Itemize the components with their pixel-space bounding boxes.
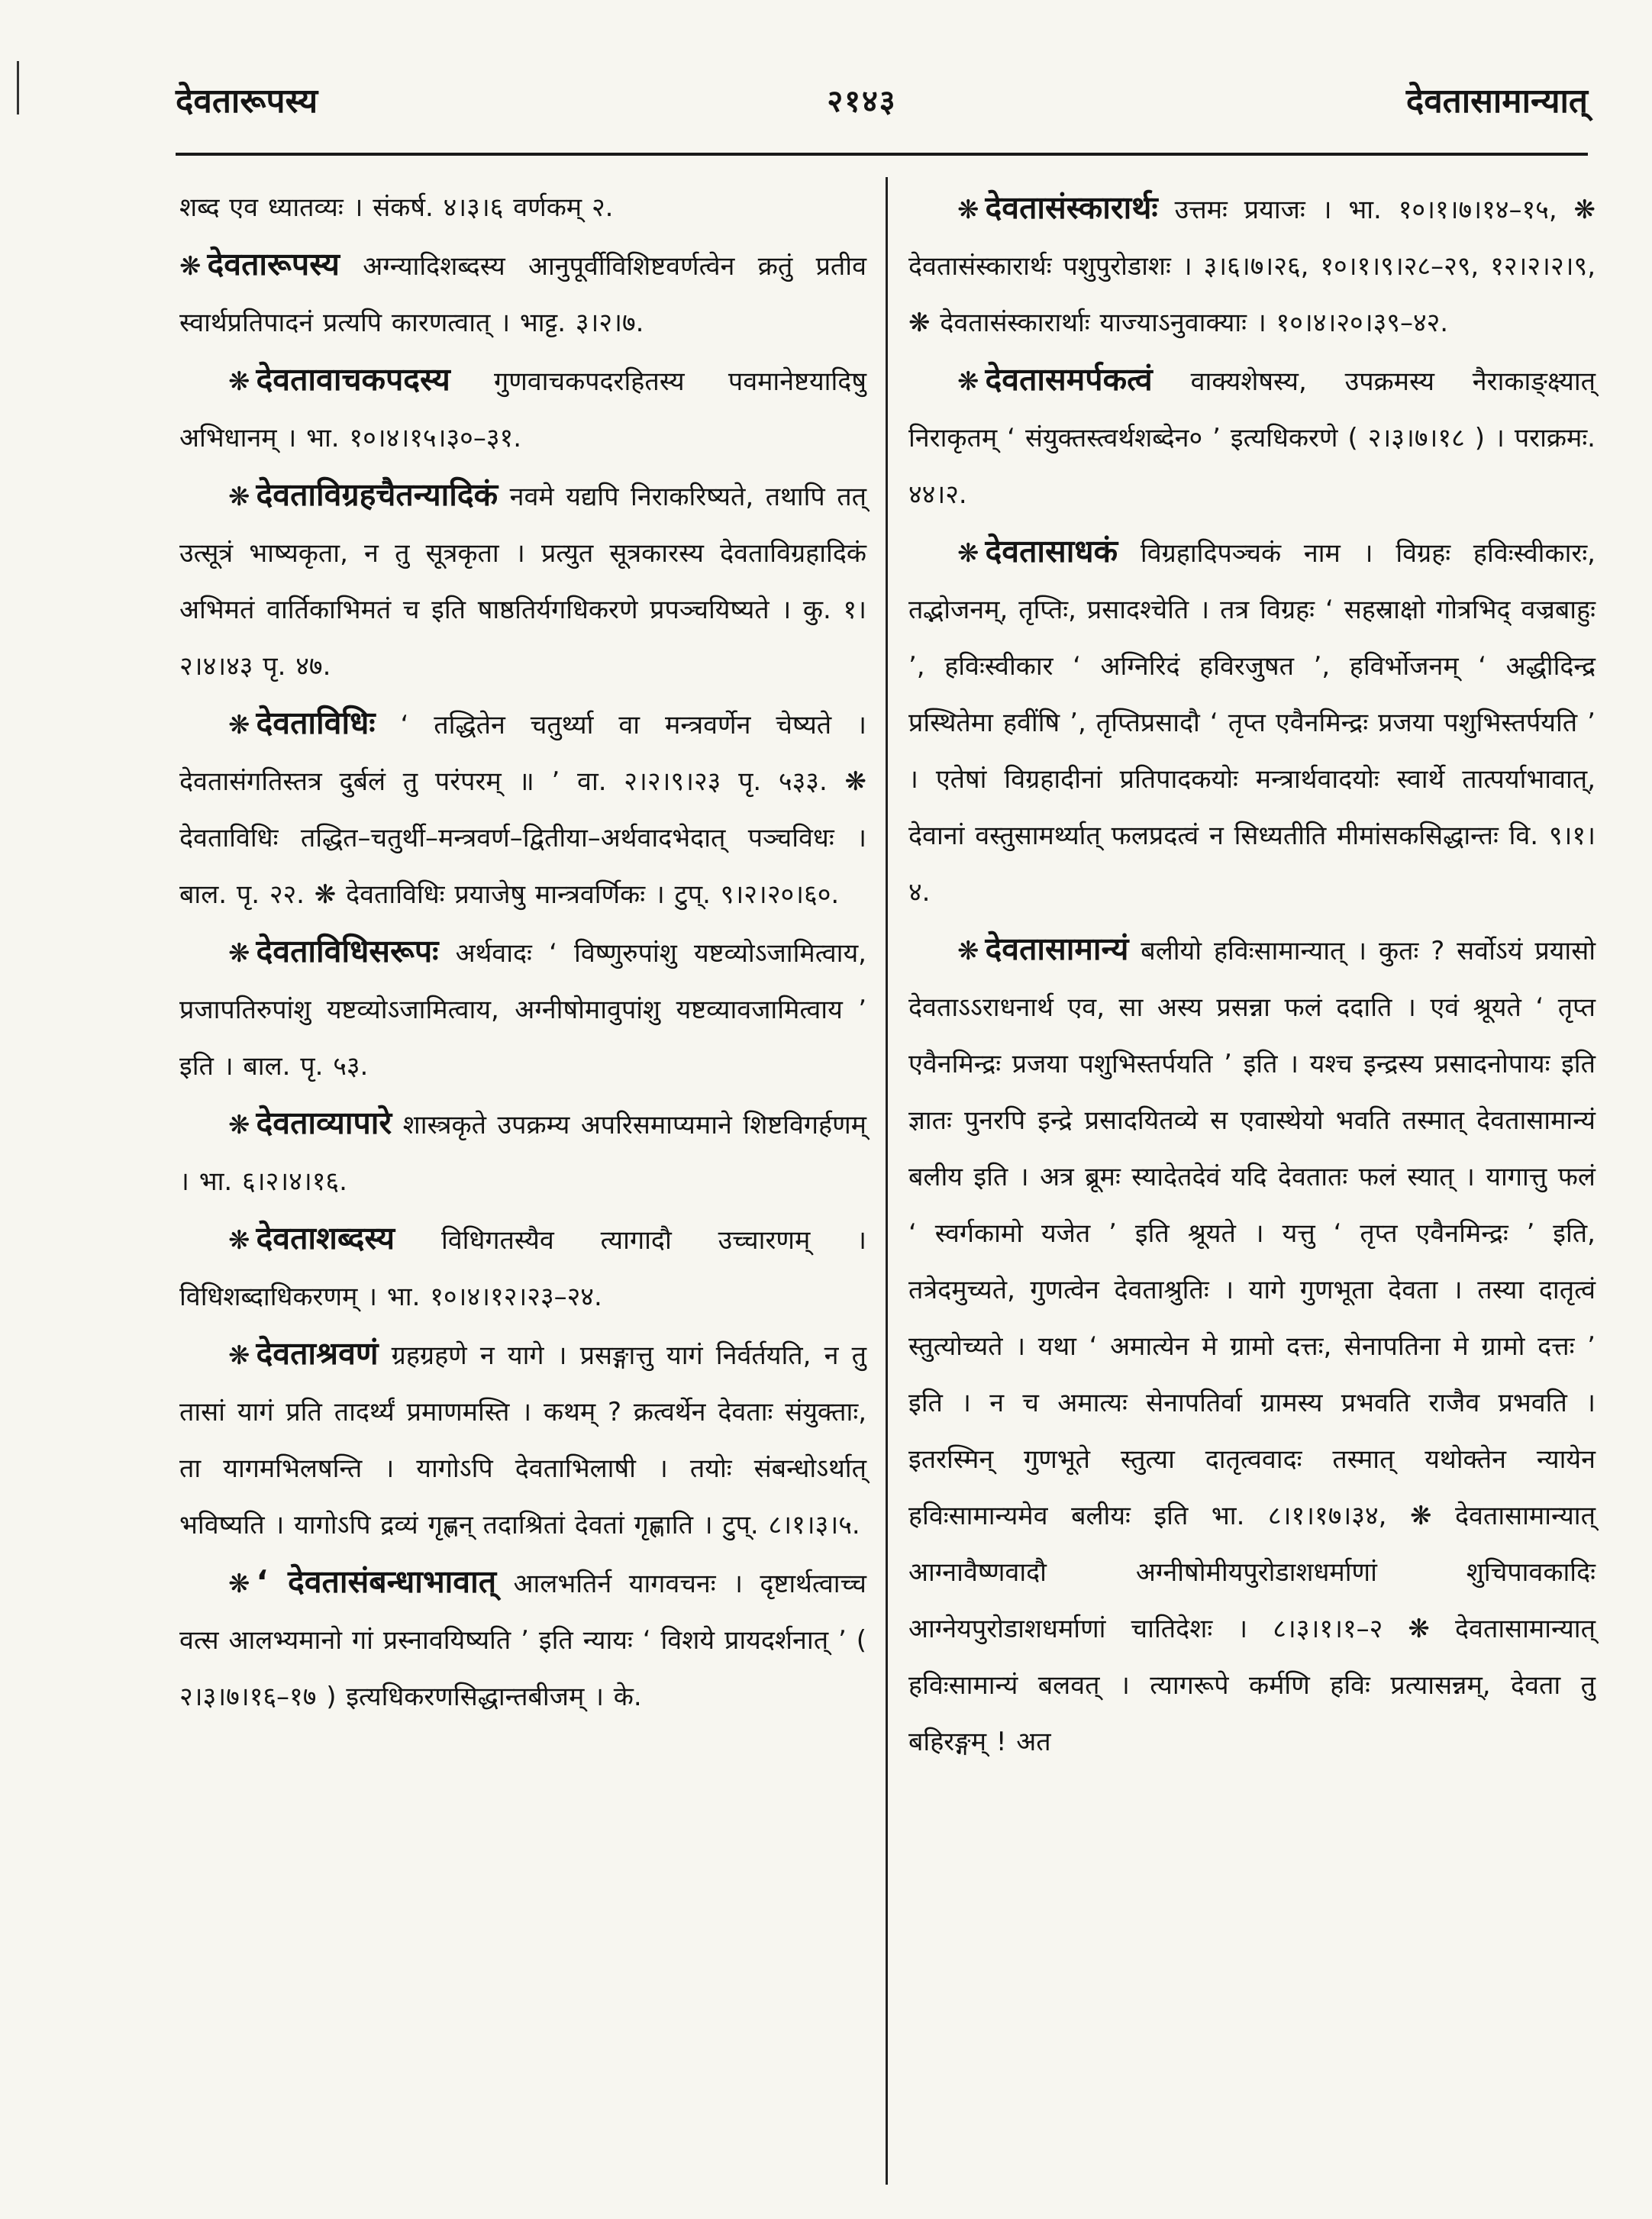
dictionary-entry bbox=[908, 179, 1596, 351]
right-column bbox=[908, 179, 1596, 1770]
column-divider bbox=[886, 177, 888, 2185]
dictionary-entry bbox=[179, 923, 866, 1095]
dictionary-entry bbox=[179, 1095, 866, 1210]
running-head-right: देवतासामान्यात् bbox=[1405, 82, 1588, 121]
dictionary-entry bbox=[908, 921, 1596, 1770]
entry-headword: देवतासाधकं bbox=[985, 533, 1118, 569]
header-rule bbox=[176, 153, 1588, 156]
running-head-left: देवतारूपस्य bbox=[176, 82, 318, 121]
entry-headword: देवताशब्दस्य bbox=[256, 1220, 395, 1256]
dictionary-entry bbox=[179, 695, 866, 923]
entry-continuation bbox=[179, 179, 866, 236]
entry-text: वाक्यशेषस्य, उपक्रमस्य नैराकाङ्क्ष्यात् निराकृतम् ‘ संयुक्तस्त्वर्थशब्देन० ’ इत्यधिकरणे ( २।३।७।१८ ) । पराक्रमः. ४४।२. bbox=[908, 366, 1596, 510]
asterisk-icon: ❋ bbox=[179, 251, 202, 282]
asterisk-icon: ❋ bbox=[228, 1569, 250, 1599]
asterisk-icon: ❋ bbox=[957, 366, 979, 397]
entry-text: शास्त्रकृते उपक्रम्य अपरिसमाप्यमाने शिष्टविगर्हणम् । भा. ६।२।४।१६. bbox=[179, 1110, 866, 1197]
entry-headword: देवतासमर्पकत्वं bbox=[985, 361, 1153, 398]
asterisk-icon: ❋ bbox=[228, 938, 250, 969]
entry-headword: देवताश्रवणं bbox=[256, 1335, 379, 1372]
left-column bbox=[179, 179, 866, 1725]
dictionary-entry bbox=[179, 1325, 866, 1553]
entry-headword: देवतासामान्यं bbox=[985, 930, 1129, 967]
dictionary-entry bbox=[908, 351, 1596, 523]
asterisk-icon: ❋ bbox=[228, 1225, 250, 1256]
entry-headword: देवताव्यापारे bbox=[256, 1105, 392, 1141]
asterisk-icon: ❋ bbox=[228, 1340, 250, 1371]
page-edge-mark bbox=[17, 61, 19, 114]
entry-text: ग्रहग्रहणे न यागे । प्रसङ्गात्तु यागं निर्वर्तयति, न तु तासां यागं प्रति तादर्थ्यं प्रमाणमस्ति । कथम् ? क्रत्वर्थेन देवताः संयुक्ताः, ता यागमभिलषन्ति । यागोऽपि देवताभिलाषी । तयोः संबन्धोऽर्थात् भविष्यति । यागोऽपि द्रव्यं गृह्णन् तदाश्रितां देवतां गृह्णाति । टुप्. ८।१।३।५. bbox=[179, 1340, 866, 1540]
dictionary-entry bbox=[179, 351, 866, 466]
entry-text: शब्द एव ध्यातव्यः । संकर्ष. ४।३।६ वर्णकम् २. bbox=[179, 192, 614, 223]
dictionary-entry bbox=[179, 1553, 866, 1725]
asterisk-icon: ❋ bbox=[957, 538, 979, 569]
dictionary-entry bbox=[179, 236, 866, 351]
entry-text: नवमे यद्यपि निराकरिष्यते, तथापि तत् उत्सूत्रं भाष्यकृता, न तु सूत्रकृता । प्रत्युत सूत्रकारस्य देवताविग्रहादिकं अभिमतं वार्तिकाभिमतं च इति षाष्ठतिर्यगधिकरणे प्रपञ्चयिष्यते । कु. १।२।४।४३ पृ. ४७. bbox=[179, 482, 866, 682]
asterisk-icon: ❋ bbox=[957, 936, 979, 966]
entry-text: बलीयो हविःसामान्यात् । कुतः ? सर्वोऽयं प्रयासो देवताऽऽराधनार्थ एव, सा अस्य प्रसन्ना फलं ददाति । एवं श्रूयते ‘ तृप्त एवैनमिन्द्रः प्रजया पशुभिस्तर्पयति ’ इति । यश्च इन्द्रस्य प्रसादनोपायः इति ज्ञातः पुनरपि इन्द्रे प्रसादयितव्ये स एवास्थेयो भवति तस्मात् देवतासामान्यं बलीय इति । अत्र ब्रूमः स्यादेतदेवं यदि देवतातः फलं स्यात् । यागात्तु फलं ‘ स्वर्गकामो यजेत ’ इति श्रूयते । यत्तु ‘ तृप्त एवैनमिन्द्रः ’ इति, तत्रेदमुच्यते, गुणत्वेन देवताश्रुतिः । यागे गुणभूता देवता । तस्या दातृत्वं स्तुत्योच्यते । यथा ‘ अमात्येन मे ग्रामो दत्तः, सेनापतिना मे ग्रामो दत्तः ’ इति । न च अमात्यः सेनापतिर्वा ग्रामस्य प्रभवति राजैव प्रभवति । इतरस्मिन् गुणभूते स्तुत्या दातृत्ववादः तस्मात् यथोक्तेन न्यायेन हविःसामान्यमेव बलीयः इति भा. ८।१।१७।३४, ❋ देवतासामान्यात् आग्नावैष्णवादौ अग्नीषोमीयपुरोडाशधर्माणां शुचिपावकादिः आग्नेयपुरोडाशधर्माणां चातिदेशः । ८।३।१।१–२ ❋ देवतासामान्यात् हविःसामान्यं बलवत् । त्यागरूपे कर्मणि हविः प्रत्यासन्नम्, देवता तु बहिरङ्गम् ! अत bbox=[908, 936, 1596, 1757]
asterisk-icon: ❋ bbox=[228, 710, 250, 740]
entry-text: अर्थवादः ‘ विष्णुरुपांशु यष्टव्योऽजामित्वाय, प्रजापतिरुपांशु यष्टव्योऽजामित्वाय, अग्नीषोमावुपांशु यष्टव्यावजामित्वाय ’ इति । बाल. पृ. ५३. bbox=[179, 938, 866, 1082]
entry-text: उत्तमः प्रयाजः । भा. १०।१।७।१४–१५, ❋ देवतासंस्कारार्थः पशुपुरोडाशः । ३।६।७।२६, १०।१।९।२८–२९, १२।२।२।९, ❋ देवतासंस्कारार्थाः याज्याऽनुवाक्याः । १०।४।२०।३९–४२. bbox=[908, 195, 1596, 338]
dictionary-entry bbox=[179, 466, 866, 695]
dictionary-entry bbox=[908, 523, 1596, 921]
entry-headword: देवतावाचकपदस्य bbox=[256, 361, 450, 398]
entry-headword: ‘ देवतासंबन्धाभावात् bbox=[256, 1563, 497, 1600]
entry-text: विग्रहादिपञ्चकं नाम । विग्रहः हविःस्वीकारः, तद्भोजनम्, तृप्तिः, प्रसादश्चेति । तत्र विग्रहः ‘ सहस्राक्षो गोत्रभिद् वज्रबाहुः ’, हविःस्वीकार ‘ अग्निरिदं हविरजुषत ’, हविर्भोजनम् ‘ अद्धीदिन्द्र प्रस्थितेमा हवींषि ’, तृप्तिप्रसादौ ‘ तृप्त एवैनमिन्द्रः प्रजया पशुभिस्तर्पयति ’ । एतेषां विग्रहादीनां प्रतिपादकयोः मन्त्रार्थवादयोः स्वार्थे तात्पर्याभावात्, देवानां वस्तुसामर्थ्यात् फलप्रदत्वं न सिध्यतीति मीमांसकसिद्धान्तः वि. ९।१।४. bbox=[908, 538, 1596, 908]
dictionary-entry bbox=[179, 1210, 866, 1325]
asterisk-icon: ❋ bbox=[228, 482, 250, 512]
entry-text: ‘ तद्धितेन चतुर्थ्या वा मन्त्रवर्णेन चेष्यते । देवतासंगतिस्तत्र दुर्बलं तु परंपरम् ॥ ’ वा. २।२।९।२३ पृ. ५३३. ❋ देवताविधिः तद्धित–चतुर्थी–मन्त्रवर्ण–द्वितीया–अर्थवादभेदात् पञ्चविधः । बाल. पृ. २२. ❋ देवताविधिः प्रयाजेषु मान्त्रवर्णिकः । टुप्. ९।२।२०।६०. bbox=[179, 710, 866, 910]
entry-headword: देवताविग्रहचैतन्यादिकं bbox=[256, 476, 499, 513]
entry-headword: देवताविधिः bbox=[256, 705, 376, 741]
asterisk-icon: ❋ bbox=[228, 1110, 250, 1140]
asterisk-icon: ❋ bbox=[228, 366, 250, 397]
entry-headword: देवताविधिसरूपः bbox=[256, 933, 439, 969]
entry-text: अग्न्यादिशब्दस्य आनुपूर्वीविशिष्टवर्णत्वेन क्रतुं प्रतीव स्वार्थप्रतिपादनं प्रत्यपि कारणत्वात् । भाट्ट. ३।२।७. bbox=[179, 251, 867, 338]
entry-text: गुणवाचकपदरहितस्य पवमानेष्टयादिषु अभिधानम् । भा. १०।४।१५।३०–३१. bbox=[179, 366, 866, 453]
entry-text: विधिगतस्यैव त्यागादौ उच्चारणम् । विधिशब्दाधिकरणम् । भा. १०।४।१२।२३–२४. bbox=[179, 1225, 866, 1312]
asterisk-icon: ❋ bbox=[957, 195, 979, 225]
entry-text: आलभतिर्न यागवचनः । दृष्टार्थत्वाच्च वत्स आलभ्यमानो गां प्रस्नावयिष्यति ’ इति न्यायः ‘ विशये प्रायदर्शनात् ’ ( २।३।७।१६–१७ ) इत्यधिकरणसिद्धान्तबीजम् । के. bbox=[179, 1569, 866, 1712]
entry-headword: देवतासंस्कारार्थः bbox=[985, 189, 1158, 226]
page-number: २१४३ bbox=[827, 83, 897, 119]
entry-headword: देवतारूपस्य bbox=[207, 246, 340, 282]
page-header bbox=[176, 76, 1588, 122]
